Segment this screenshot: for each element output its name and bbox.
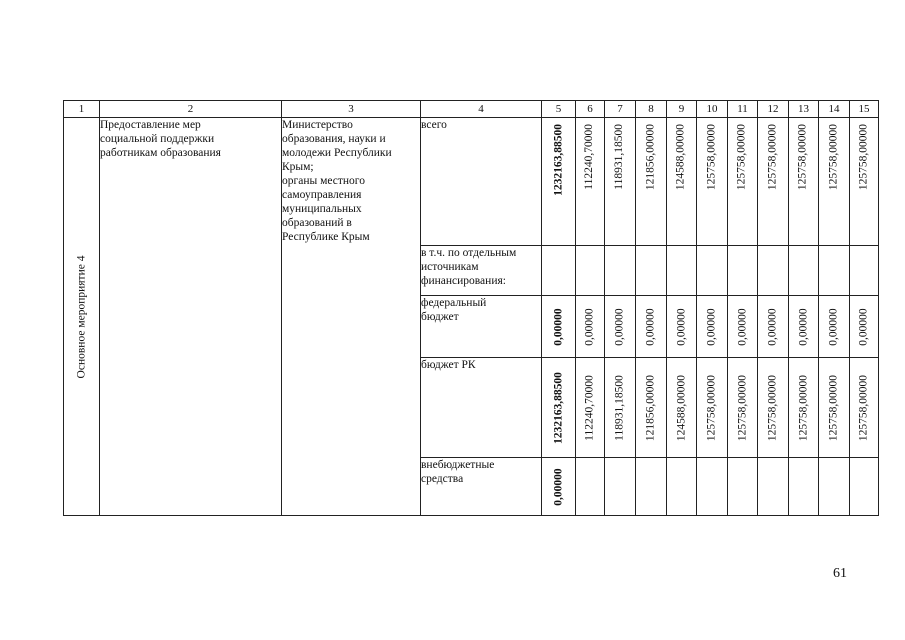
value-cell <box>758 458 789 516</box>
source-label: внебюджетные <box>421 459 495 471</box>
value: 125758,00000 <box>827 374 840 441</box>
column-number: 12 <box>758 101 789 118</box>
financing-table <box>63 100 879 516</box>
source-label: бюджет <box>421 311 459 323</box>
value: 0,00000 <box>552 307 564 346</box>
column-number: 4 <box>421 101 542 118</box>
value: 112240,70000 <box>583 374 596 441</box>
column-number-row <box>64 101 879 118</box>
value-cell <box>605 296 636 358</box>
column-number: 14 <box>819 101 850 118</box>
value: 0,00000 <box>705 307 718 346</box>
value-cell <box>667 246 697 296</box>
value-cell <box>605 246 636 296</box>
source-label-cell <box>421 358 542 458</box>
page-number: 61 <box>833 566 847 581</box>
value-cell <box>789 458 819 516</box>
value-cell <box>667 458 697 516</box>
value-cell <box>542 458 576 516</box>
executor-line: Крым; <box>282 161 314 173</box>
value-cell <box>576 246 605 296</box>
column-number: 13 <box>789 101 819 118</box>
value: 125758,00000 <box>857 374 870 441</box>
value: 0,00000 <box>583 307 596 346</box>
measure-line: Предоставление мер <box>100 119 201 131</box>
value-cell <box>819 118 850 246</box>
value: 121856,00000 <box>644 374 657 441</box>
value-cell <box>819 458 850 516</box>
value-cell <box>850 296 879 358</box>
source-label: источникам <box>421 261 479 273</box>
source-label-cell <box>421 296 542 358</box>
executor-line: молодежи Республики <box>282 147 392 159</box>
value-cell <box>667 118 697 246</box>
row-label-cell <box>64 118 100 516</box>
value: 125758,00000 <box>797 374 809 441</box>
measure-cell <box>100 118 282 516</box>
value-cell <box>819 358 850 458</box>
value-cell <box>576 296 605 358</box>
value: 125758,00000 <box>705 374 718 441</box>
source-label: всего <box>421 119 447 131</box>
source-label: бюджет РК <box>421 359 476 371</box>
executor-line: Министерство <box>282 119 353 131</box>
value: 1232163,88500 <box>552 124 564 196</box>
value-cell <box>542 246 576 296</box>
value-cell <box>758 246 789 296</box>
value: 125758,00000 <box>766 374 779 441</box>
value-cell <box>819 296 850 358</box>
value-cell <box>850 458 879 516</box>
value-cell <box>605 458 636 516</box>
value: 0,00000 <box>797 307 809 346</box>
value-cell <box>636 358 667 458</box>
value-cell <box>728 118 758 246</box>
column-number: 8 <box>636 101 667 118</box>
value: 0,00000 <box>736 307 748 346</box>
source-label-cell <box>421 246 542 296</box>
value: 0,00000 <box>552 467 564 506</box>
measure-line: социальной поддержки <box>100 133 215 145</box>
value-cell <box>576 118 605 246</box>
value: 112240,70000 <box>583 124 596 190</box>
source-label: финансирования: <box>421 275 506 287</box>
column-number: 7 <box>605 101 636 118</box>
value: 0,00000 <box>613 307 626 346</box>
value-cell <box>636 458 667 516</box>
column-number: 10 <box>697 101 728 118</box>
executor-line: муниципальных <box>282 203 362 215</box>
source-label: федеральный <box>421 297 487 309</box>
value-cell <box>542 296 576 358</box>
source-label: в т.ч. по отдельным <box>421 247 517 259</box>
value-cell <box>697 118 728 246</box>
value-cell <box>636 296 667 358</box>
value: 118931,18500 <box>613 374 626 441</box>
column-number: 15 <box>850 101 879 118</box>
value-cell <box>697 458 728 516</box>
value: 125758,00000 <box>857 124 870 191</box>
value: 121856,00000 <box>644 124 657 191</box>
column-number: 11 <box>728 101 758 118</box>
value-cell <box>789 246 819 296</box>
executor-line: самоуправления <box>282 189 362 201</box>
value-cell <box>667 358 697 458</box>
column-number: 5 <box>542 101 576 118</box>
value-cell <box>576 358 605 458</box>
value-cell <box>542 118 576 246</box>
column-number: 2 <box>100 101 282 118</box>
value-cell <box>542 358 576 458</box>
value-cell <box>697 358 728 458</box>
value-cell <box>789 118 819 246</box>
executor-line: органы местного <box>282 175 365 187</box>
value-cell <box>636 246 667 296</box>
column-number: 6 <box>576 101 605 118</box>
value: 118931,18500 <box>613 124 626 190</box>
value-cell <box>697 296 728 358</box>
value-cell <box>728 358 758 458</box>
measure-line: работникам образования <box>100 147 221 159</box>
value-cell <box>819 246 850 296</box>
executor-line: Республике Крым <box>282 231 370 243</box>
value-cell <box>667 296 697 358</box>
value-cell <box>789 296 819 358</box>
row-label: Основное мероприятие 4 <box>75 255 87 378</box>
value: 0,00000 <box>675 307 687 346</box>
executor-line: образования, науки и <box>282 133 386 145</box>
value-cell <box>728 458 758 516</box>
value: 124588,00000 <box>675 374 687 441</box>
value: 0,00000 <box>644 307 657 346</box>
executor-cell <box>282 118 421 516</box>
value-cell <box>605 358 636 458</box>
value-cell <box>636 118 667 246</box>
value-cell <box>605 118 636 246</box>
column-number: 3 <box>282 101 421 118</box>
column-number: 1 <box>64 101 100 118</box>
value: 1232163,88500 <box>552 371 564 444</box>
value-cell <box>850 358 879 458</box>
value-cell <box>850 118 879 246</box>
value-cell <box>576 458 605 516</box>
value: 0,00000 <box>827 307 840 346</box>
value-cell <box>758 296 789 358</box>
value-cell <box>850 246 879 296</box>
value: 125758,00000 <box>797 124 809 191</box>
value: 125758,00000 <box>827 124 840 191</box>
value: 0,00000 <box>857 307 870 346</box>
table-row <box>64 118 879 246</box>
value-cell <box>758 118 789 246</box>
value: 125758,00000 <box>736 374 748 441</box>
value: 125758,00000 <box>705 124 718 191</box>
source-label: средства <box>421 473 464 485</box>
value: 125758,00000 <box>766 124 779 191</box>
value-cell <box>728 246 758 296</box>
source-label-cell <box>421 118 542 246</box>
value-cell <box>697 246 728 296</box>
value-cell <box>789 358 819 458</box>
value-cell <box>728 296 758 358</box>
value: 125758,00000 <box>736 124 748 191</box>
executor-line: образований в <box>282 217 352 229</box>
value: 124588,00000 <box>675 124 687 191</box>
column-number: 9 <box>667 101 697 118</box>
value: 0,00000 <box>766 307 779 346</box>
source-label-cell <box>421 458 542 516</box>
value-cell <box>758 358 789 458</box>
